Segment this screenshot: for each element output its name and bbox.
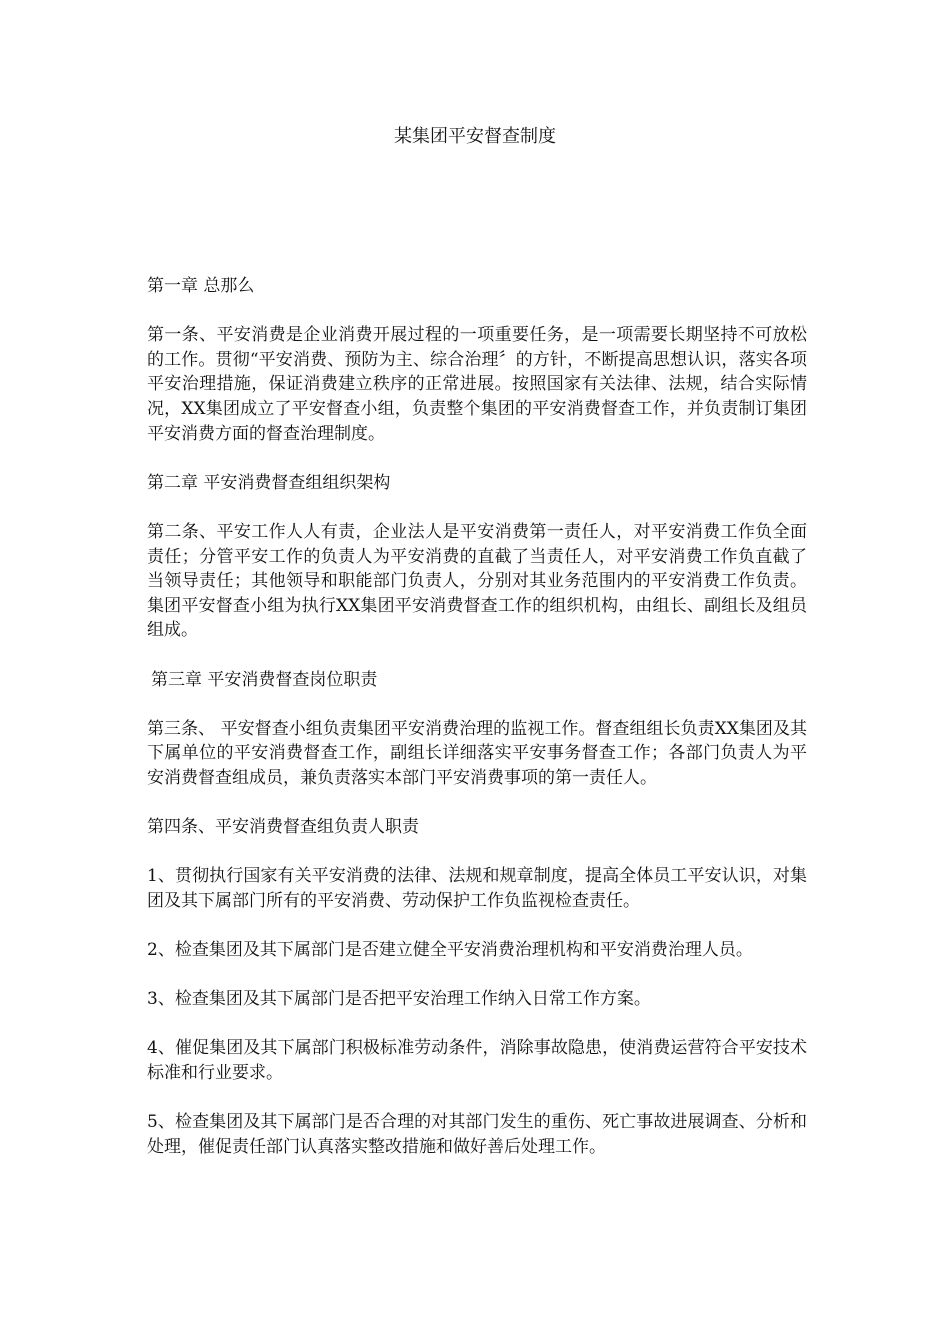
duty-item-1: 1、贯彻执行国家有关平安消费的法律、法规和规章制度，提高全体员工平安认识，对集团及其下属部门所有的平安消费、劳动保护工作负监视检查责任。 [147, 866, 807, 911]
document-body [147, 274, 807, 1184]
article-4-heading: 第四条、平安消费督查组负责人职责 [147, 817, 419, 838]
article-1-paragraph: 第一条、平安消费是企业消费开展过程的一项重要任务，是一项需要长期坚持不可放松的工作。贯彻“平安消费、预防为主、综合治理〞的方针，不断提高思想认识，落实各项平安治理措施，保证消费建立秩序的正常进展。按照国家有关法律、法规，结合实际情况，XX集团成立了平安督查小组，负责整个集团的平安消费督查工作，并负责制订集团平安消费方面的督查治理制度。 [147, 325, 807, 444]
duty-item-5: 5、检查集团及其下属部门是否合理的对其部门发生的重伤、死亡事故进展调查、分析和处理，催促责任部门认真落实整改措施和做好善后处理工作。 [147, 1112, 807, 1157]
duty-item-2: 2、检查集团及其下属部门是否建立健全平安消费治理机构和平安消费治理人员。 [147, 940, 753, 961]
article-2-paragraph: 第二条、平安工作人人有责，企业法人是平安消费第一责任人，对平安消费工作负全面责任；分管平安工作的负责人为平安消费的直截了当责任人，对平安消费工作负直截了当领导责任；其他领导和职能部门负责人，分别对其业务范围内的平安消费工作负责。集团平安督查小组为执行XX集团平安消费督查工作的组织机构，由组长、副组长及组员组成。 [147, 521, 807, 641]
duty-item-3: 3、检查集团及其下属部门是否把平安治理工作纳入日常工作方案。 [147, 989, 651, 1010]
article-3-paragraph: 第三条、 平安督查小组负责集团平安消费治理的监视工作。督查组组长负责XX集团及其下属单位的平安消费督查工作，副组长详细落实平安事务督查工作；各部门负责人为平安消费督查组成员，兼负责落实本部门平安消费事项的第一责任人。 [147, 718, 807, 788]
chapter-2-heading: 第二章 平安消费督查组组织架构 [147, 472, 391, 493]
chapter-1-heading: 第一章 总那么 [147, 276, 255, 296]
chapter-3-heading: 第三章 平安消费督查岗位职责 [151, 669, 378, 690]
document-title: 某集团平安督查制度 [394, 126, 556, 147]
duty-item-4: 4、催促集团及其下属部门积极标准劳动条件，消除事故隐患，使消费运营符合平安技术标准和行业要求。 [147, 1038, 807, 1083]
